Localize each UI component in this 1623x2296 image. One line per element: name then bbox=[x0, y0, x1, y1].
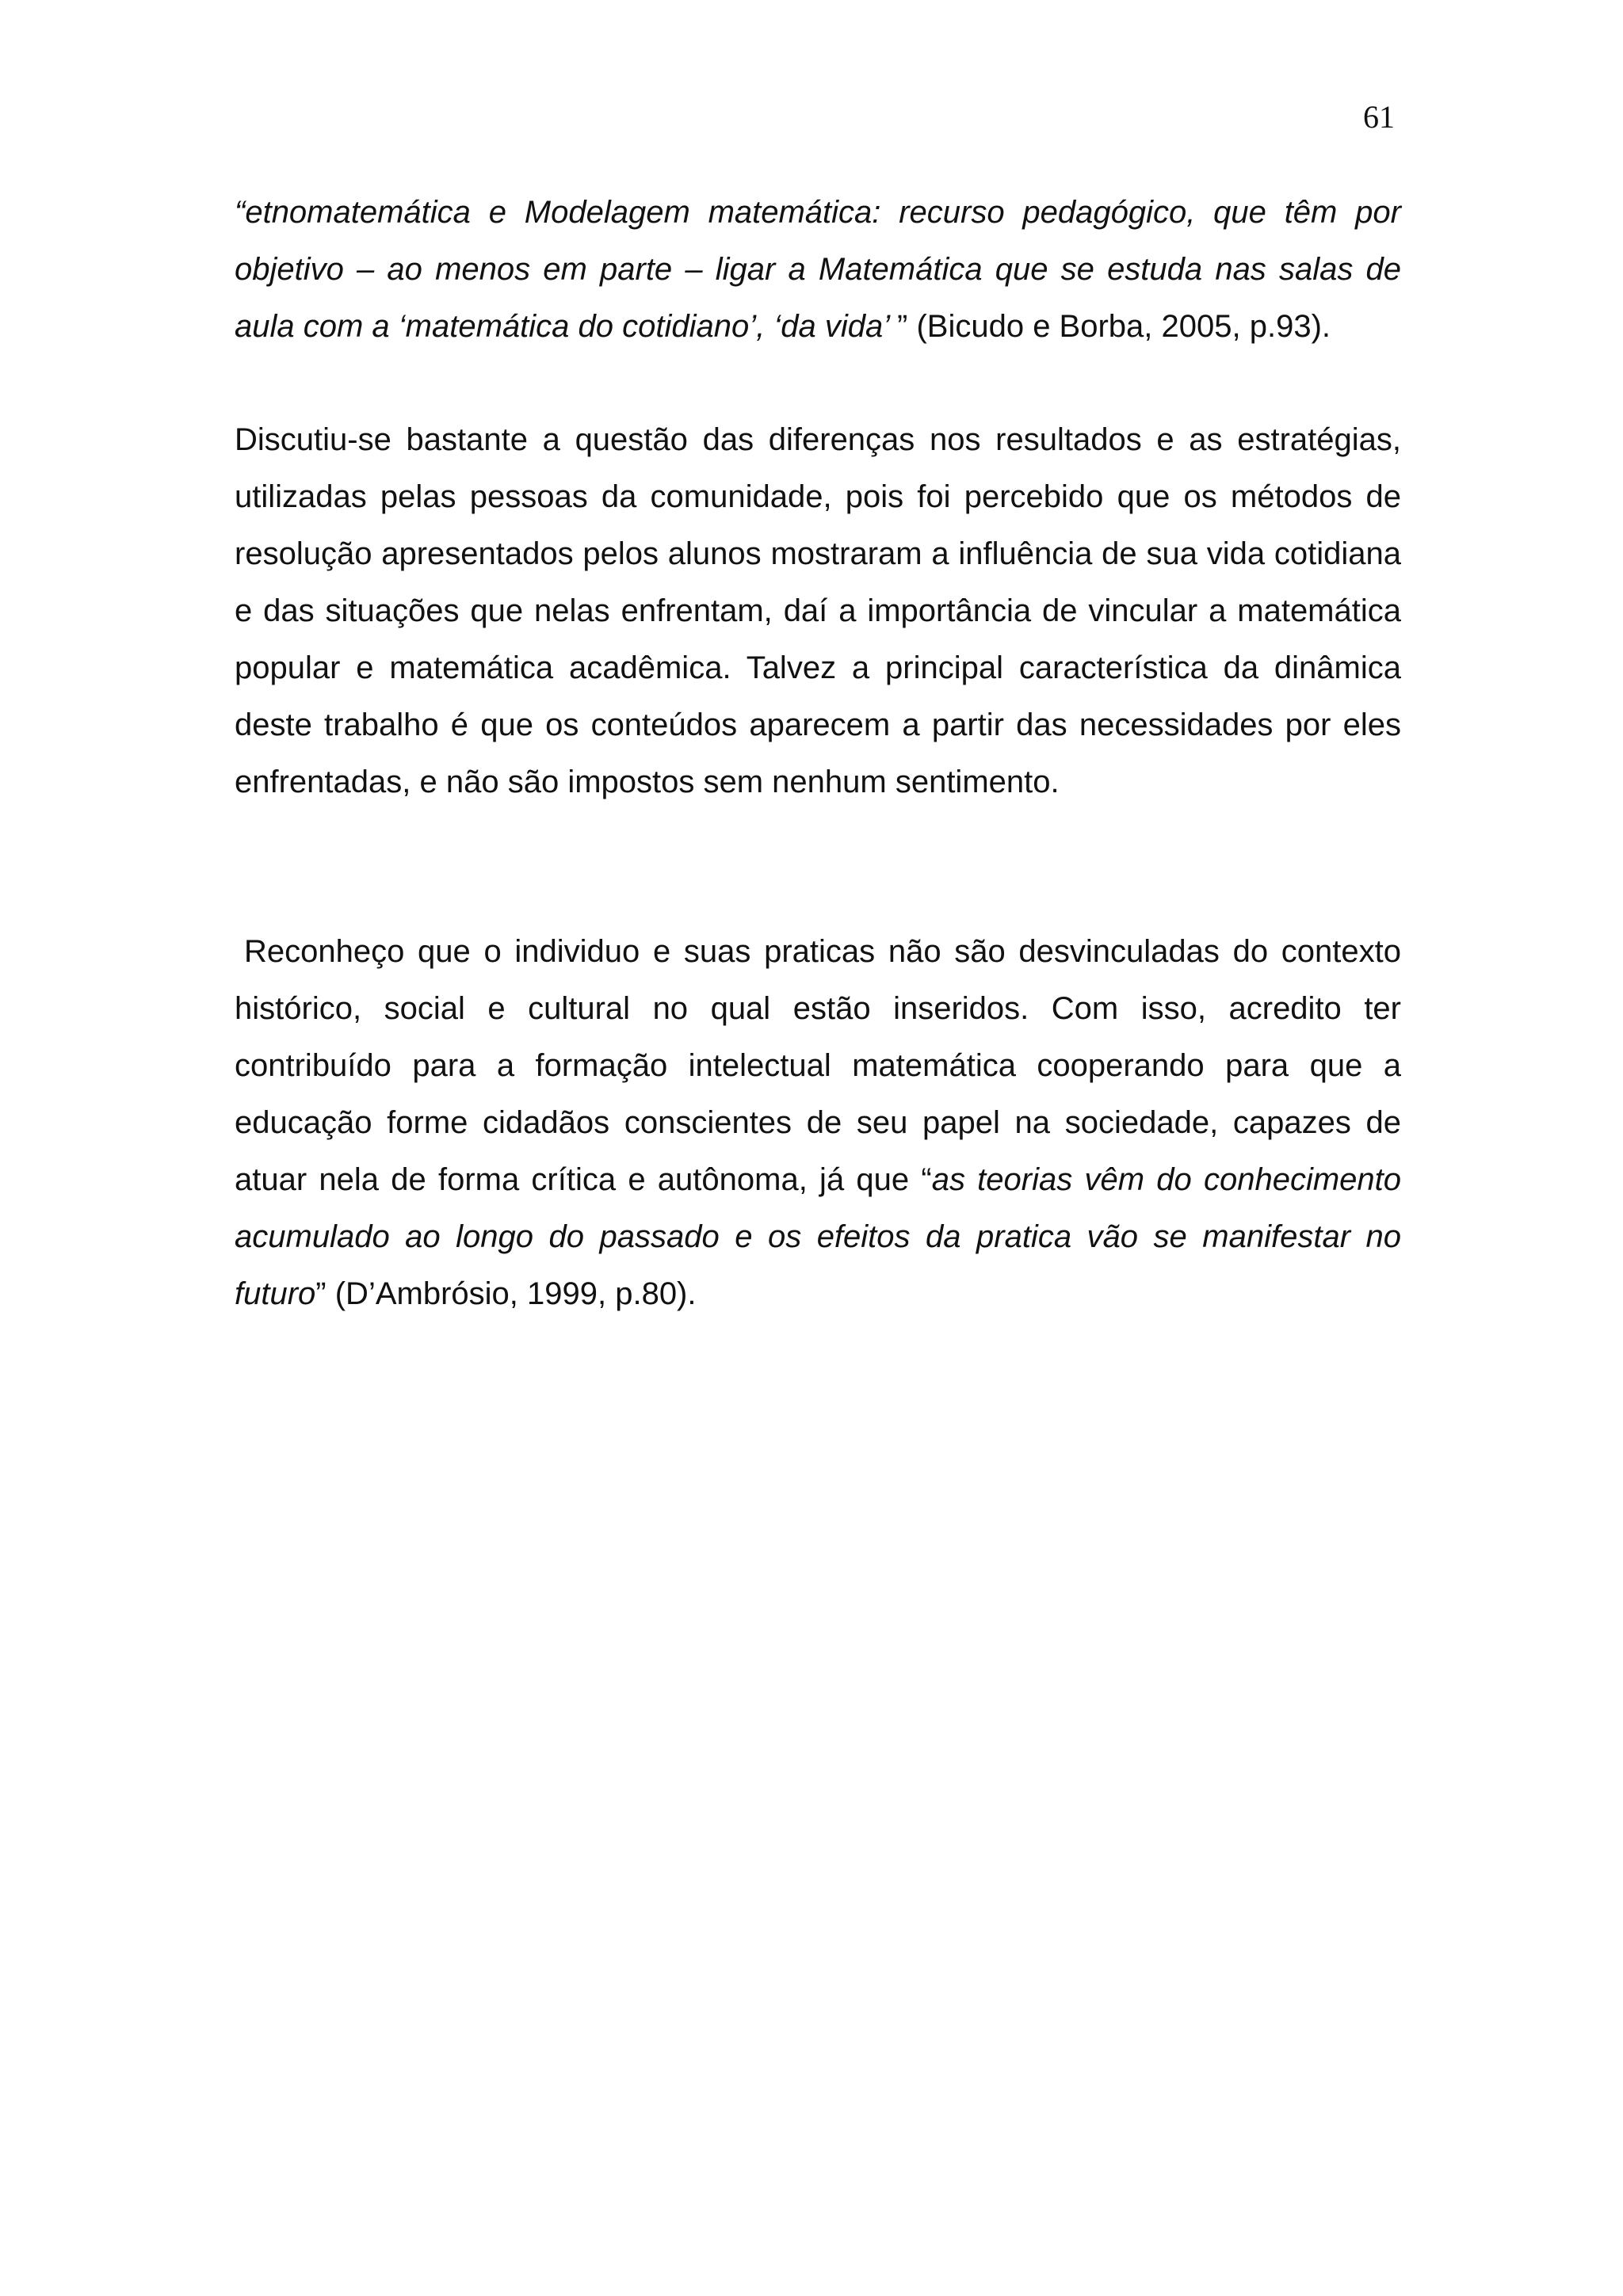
open-quote-mark: “ bbox=[235, 195, 246, 230]
discussion-paragraph: Discutiu-se bastante a questão das diferenças nos resultados e as estratégias, utilizadas pelas pessoas da comunidade, pois foi percebido que os métodos de resolução apresentados pelos alunos mostraram a influência de sua vida cotidiana e das situações que nelas enfrentam, daí a importância de vincular a matemática popular e matemática acadêmica. Talvez a principal característica da dinâmica deste trabalho é que os conteúdos aparecem a partir das necessidades por eles enfrentadas, e não são impostos sem nenhum sentimento. bbox=[235, 422, 1401, 799]
recognition-quote-text: as teorias vêm do conhecimento acumulado ao longo do passado e os efeitos da pratica vão se manifestar no futuro bbox=[235, 1162, 1402, 1311]
close-quote-mark: ” bbox=[897, 309, 908, 344]
recognition-paragraph bbox=[235, 923, 1401, 1322]
quote-paragraph bbox=[235, 184, 1401, 355]
recognition-citation: ” (D’Ambrósio, 1999, p.80). bbox=[315, 1276, 697, 1311]
quote-citation: (Bicudo e Borba, 2005, p.93). bbox=[907, 309, 1331, 344]
page-number: 61 bbox=[1363, 99, 1395, 135]
recognition-lead-text: Reconheço que o individuo e suas praticas não são desvinculadas do contexto histórico, social e cultural no qual estão inseridos. Com isso, acredito ter contribuído para a formação intelectual matemática cooperando para que a educação forme cidadãos conscientes de seu papel na sociedade, capazes de atuar nela de forma crítica e autônoma, já que “ bbox=[235, 934, 1401, 1197]
quote-body: etnomatemática e Modelagem matemática: recurso pedagógico, que têm por objetivo – ao menos em parte – ligar a Matemática que se estuda nas salas de aula com a ‘matemática do cotidiano’, ‘da vida’ bbox=[235, 195, 1401, 344]
